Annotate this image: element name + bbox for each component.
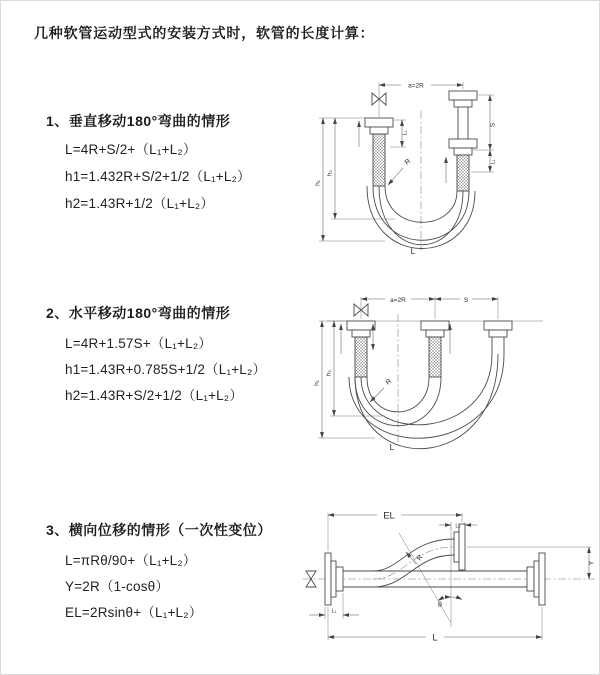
- section3-formula-Y: Y=2R（1-cosθ）: [65, 579, 170, 594]
- label-s: S: [489, 122, 497, 128]
- page-title: 几种软管运动型式的安装方式时，软管的长度计算：: [34, 25, 375, 41]
- hose-structure: [365, 91, 477, 250]
- label-el: EL: [383, 510, 395, 522]
- label-r: R: [415, 553, 425, 563]
- label-a2r: a=2R: [408, 82, 424, 90]
- label-h1: h₁: [313, 380, 321, 386]
- section1-formula-h2: h2=1.43R+1/2（L₁+L₂）: [65, 196, 215, 211]
- diagram-vertical-180-bend: [313, 73, 598, 258]
- hose-structure: [303, 524, 595, 627]
- section3-formula-L: L=πRθ/90+（L₁+L₂）: [65, 553, 197, 568]
- label-h2: h₂: [326, 169, 334, 177]
- section2-formula-L: L=4R+1.57S+（L₁+L₂）: [65, 336, 212, 351]
- diagram-horizontal-180-bend: [313, 288, 598, 453]
- label-h2: h₂: [325, 369, 333, 377]
- section3-heading: 3、横向位移的情形（一次性变位）: [46, 522, 272, 538]
- label-L: L: [410, 246, 416, 256]
- dimensions: [309, 510, 596, 643]
- section1-formula-h1: h1=1.432R+S/2+1/2（L₁+L₂）: [65, 169, 251, 184]
- label-l1: L₁: [331, 608, 337, 615]
- label-a2r: a=2R: [390, 296, 406, 304]
- section1-formula-L: L=4R+S/2+（L₁+L₂）: [65, 142, 197, 157]
- label-l1-right: L₁: [490, 159, 497, 165]
- section1-heading: 1、垂直移动180°弯曲的情形: [46, 113, 231, 129]
- label-L: L: [432, 632, 438, 644]
- label-theta: θ: [438, 602, 442, 609]
- diagram-lateral-displacement: [299, 503, 599, 648]
- section2-formula-h1: h1=1.43R+0.785S+1/2（L₁+L₂）: [65, 362, 267, 377]
- label-y: Y: [588, 560, 596, 566]
- label-l2: L₂: [455, 523, 461, 530]
- label-s: S: [463, 296, 469, 304]
- label-L: L: [389, 442, 395, 452]
- hose-structure: [327, 304, 543, 449]
- label-r: R: [403, 157, 413, 167]
- label-h1: h₁: [314, 180, 322, 186]
- section2-formula-h2: h2=1.43R+S/2+1/2（L₁+L₂）: [65, 388, 244, 403]
- label-l1-left: L₁: [402, 130, 409, 136]
- label-r: R: [384, 377, 394, 387]
- section3-formula-EL: EL=2Rsinθ+（L₁+L₂）: [65, 605, 203, 620]
- section2-heading: 2、水平移动180°弯曲的情形: [46, 305, 231, 321]
